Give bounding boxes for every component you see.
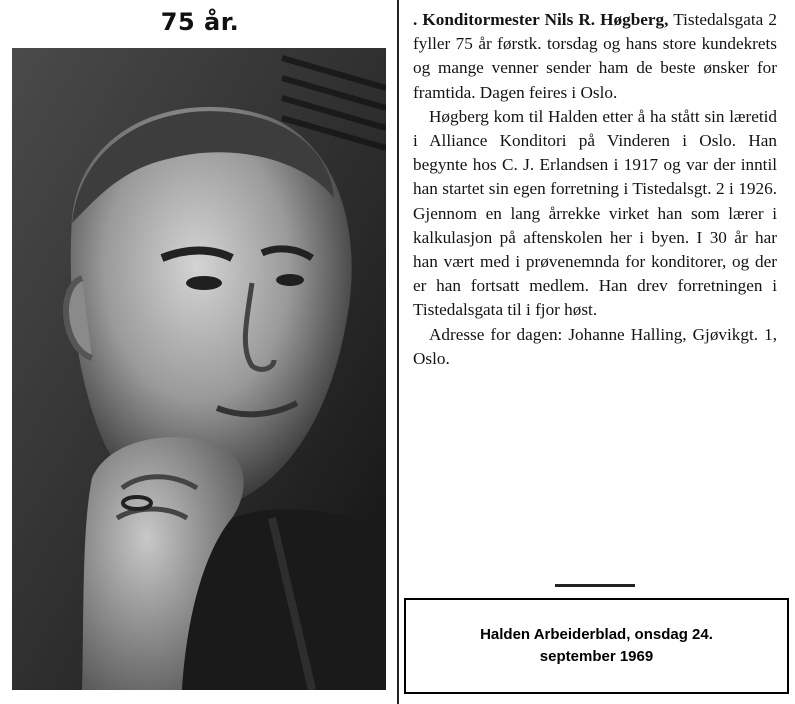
source-caption <box>404 598 789 694</box>
article-paragraph-2: Høgberg kom til Halden etter å ha stått sin læretid i Alliance Konditori på Vinderen i Oslo. Han begynte hos C. J. Erlandsen i 1917 og var der inntil han startet sin egen forretning i Tistedalsgt. 2 i 1926. Gjennom en lang årrekke virket han som lærer i kalkulasjon på aftenskolen her i byen. I 30 år har han vært med i prøvenemnda for konditorer, og der er han fortsatt medlem. Han drev forretningen i Tistedalsgata til i fjor høst. <box>413 106 777 320</box>
caption-line-1: Halden Arbeiderblad, onsdag 24. <box>480 626 713 643</box>
article-paragraph-1 <box>413 8 777 105</box>
caption-line-2: september 1969 <box>539 648 654 665</box>
portrait-illustration <box>12 48 386 690</box>
article-paragraph-3: Adresse for dagen: Johanne Halling, Gjøvikgt. 1, Oslo. <box>413 324 777 368</box>
portrait-photo <box>12 48 386 690</box>
headline: 75 år. <box>160 8 240 36</box>
article-lead: . Konditormester Nils R. Høgberg, <box>413 10 669 29</box>
article-paragraph-1-text: Tistedalsgata 2 fyller 75 år førstk. torsdag og hans store kundekrets og mange venner sender ham de beste ønsker for framtida. Dagen feires i Oslo. <box>413 10 777 102</box>
article-text <box>413 8 777 371</box>
column-divider <box>397 0 399 704</box>
end-rule <box>555 584 635 587</box>
